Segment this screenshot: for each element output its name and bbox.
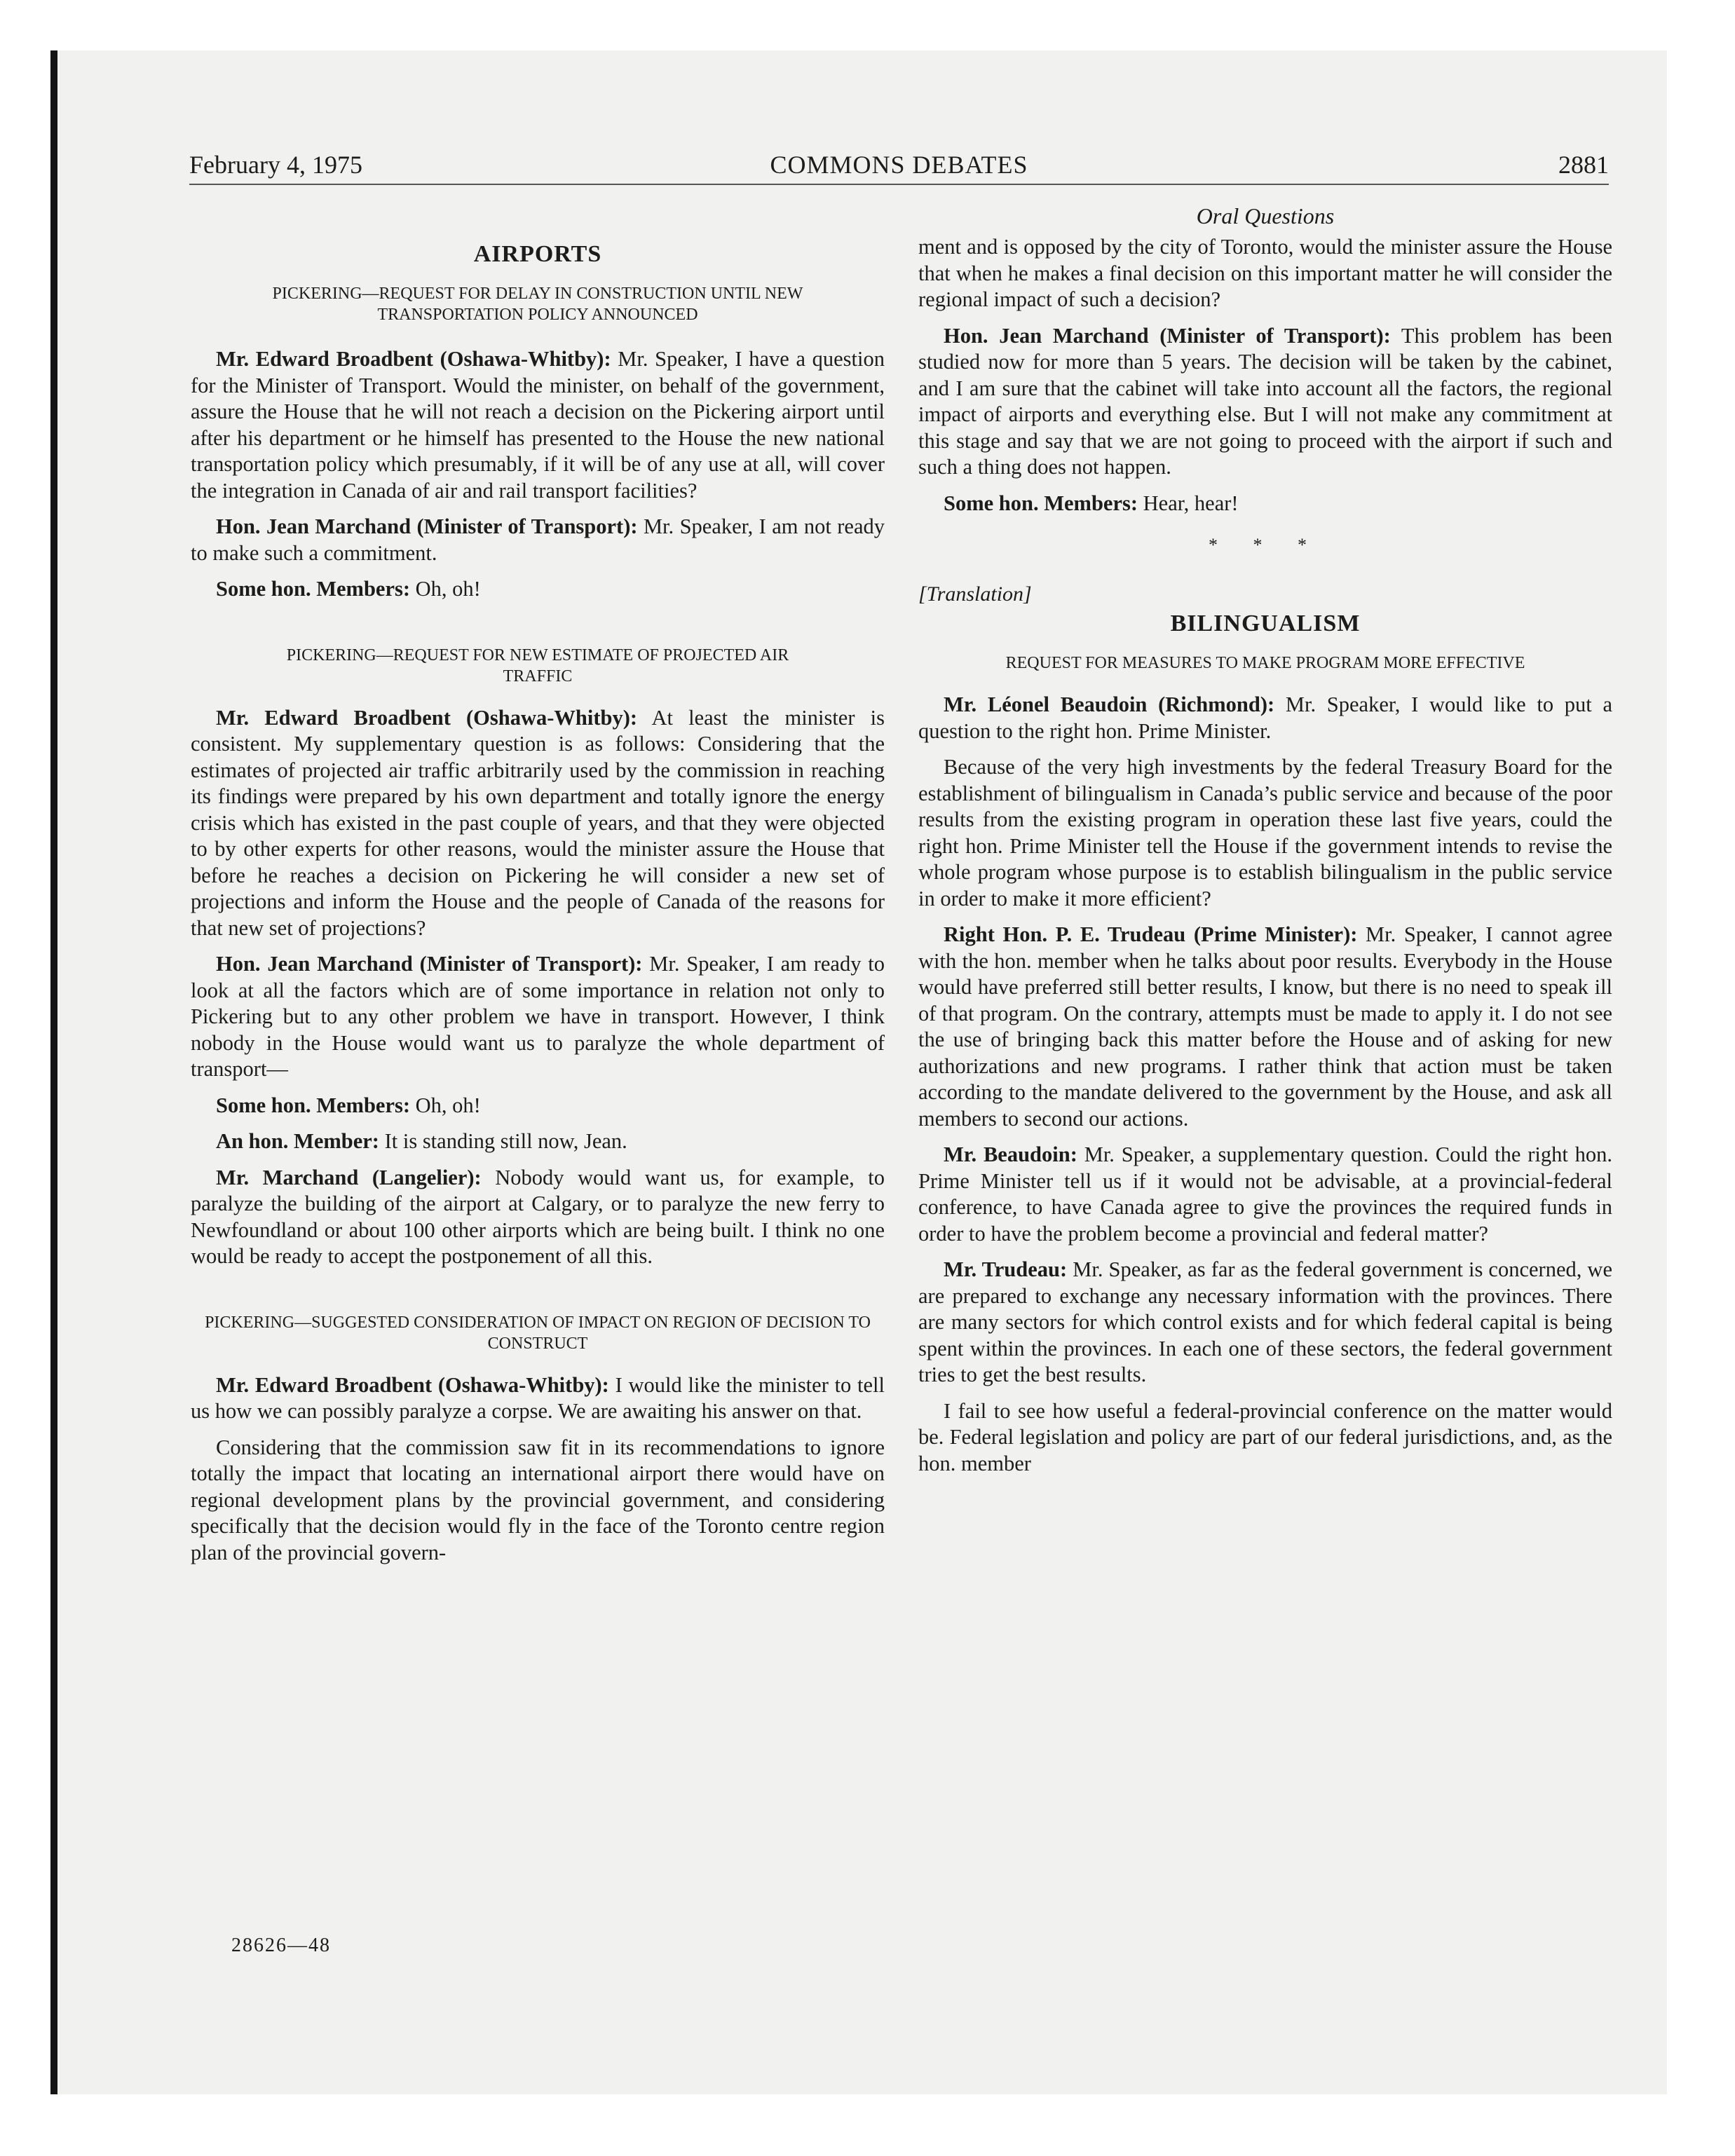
speech-paragraph bbox=[191, 514, 885, 566]
speaker-name: Mr. Edward Broadbent (Oshawa-Whitby): bbox=[216, 705, 638, 730]
speech-paragraph bbox=[918, 491, 1612, 517]
speech-paragraph bbox=[191, 576, 885, 603]
header-page-number: 2881 bbox=[1558, 151, 1609, 179]
speaker-name: Hon. Jean Marchand (Minister of Transport): bbox=[216, 514, 638, 538]
speech-paragraph bbox=[191, 1435, 885, 1567]
speech-paragraph bbox=[918, 1257, 1612, 1389]
header-title: COMMONS DEBATES bbox=[770, 151, 1028, 179]
subheading: PICKERING—SUGGESTED CONSIDERATION OF IMPACT ON REGION OF DECISION TO CONSTRUCT bbox=[205, 1313, 871, 1353]
speech-text: At least the minister is consistent. My supplementary question is as follows: Considering that the estimates of projected air traffic arbitrarily used by the commission in reaching its findings were prepared by his own department and totally ignore the energy crisis which has existed in the past couple of years, and that they were objected to by other experts for other reasons, would the minister assure the House that before he reaches a decision on Pickering he will consider a new set of projections and inform the House and the people of Canada of the reasons for that new set of projections? bbox=[191, 705, 885, 940]
speaker-name: Mr. Léonel Beaudoin (Richmond): bbox=[944, 692, 1275, 716]
speaker-name: Some hon. Members: bbox=[944, 491, 1138, 515]
running-head: Oral Questions bbox=[1196, 203, 1335, 228]
speech-paragraph bbox=[918, 692, 1612, 744]
speaker-name: Mr. Trudeau: bbox=[944, 1257, 1068, 1281]
section-divider-stars: * * * bbox=[1209, 535, 1322, 555]
speech-text: Mr. Speaker, I am ready to look at all the factors which are of some importance in relation not only to Pickering but to any other problem we have in transport. However, I think nobody in the House would want us to paralyze the whole department of transport— bbox=[191, 952, 885, 1081]
speech-text: Mr. Speaker, as far as the federal government is concerned, we are prepared to exchange any necessary information with the provinces. There are many sectors for which control exists and for which federal capital is being spent within the provinces. In each one of these sectors, the federal government tries to get the best results. bbox=[918, 1257, 1613, 1386]
speech-paragraph bbox=[191, 1128, 885, 1155]
speaker-name: Mr. Marchand (Langelier): bbox=[216, 1165, 482, 1189]
speaker-name: Hon. Jean Marchand (Minister of Transport): bbox=[216, 952, 643, 976]
speaker-name: An hon. Member: bbox=[216, 1129, 379, 1153]
speech-paragraph bbox=[191, 1093, 885, 1119]
speech-text: Because of the very high investments by the federal Treasury Board for the establishment of bilingualism in Canada’s public service and because of the poor results from the existing program in operation these last five years, could the right hon. Prime Minister tell the House if the government intends to revise the whole program whose purpose is to establish bilingualism in the public service in order to make it more efficient? bbox=[918, 755, 1612, 910]
speech-paragraph bbox=[918, 754, 1612, 912]
speech-paragraph bbox=[918, 323, 1612, 481]
footer-code: 28626—48 bbox=[231, 1935, 331, 1956]
speech-text: Hear, hear! bbox=[1143, 491, 1239, 515]
speech-text: Mr. Speaker, I would like to put a question to the right hon. Prime Minister. bbox=[918, 692, 1612, 743]
speech-text: I would like the minister to tell us how we can possibly paralyze a corpse. We are awaiting his answer on that. bbox=[191, 1372, 885, 1423]
speech-paragraph bbox=[918, 1398, 1612, 1478]
speech-text: ment and is opposed by the city of Toronto, would the minister assure the House that when he makes a final decision on this important matter he will consider the regional impact of such a decision? bbox=[918, 235, 1612, 311]
speaker-name: Mr. Beaudoin: bbox=[944, 1142, 1077, 1166]
speaker-name: Mr. Edward Broadbent (Oshawa-Whitby): bbox=[216, 347, 611, 371]
page-header bbox=[189, 149, 1609, 185]
right-column bbox=[918, 202, 1612, 1477]
translation-marker: [Translation] bbox=[918, 582, 1032, 606]
speaker-name: Hon. Jean Marchand (Minister of Transport): bbox=[944, 323, 1391, 348]
header-date: February 4, 1975 bbox=[189, 151, 362, 179]
section-title-bilingualism: BILINGUALISM bbox=[1170, 610, 1361, 636]
speech-paragraph bbox=[191, 1165, 885, 1270]
speech-text: Considering that the commission saw fit in its recommendations to ignore totally the impact that locating an international airport there would have on regional development plans by the provincial government, and considering specifically that the decision would fly in the face of the Toronto centre region plan of the provincial govern- bbox=[191, 1435, 885, 1564]
speech-text: Mr. Speaker, a supplementary question. Could the right hon. Prime Minister tell us if it would not be advisable, at a provincial-federal conference, to have Canada agree to give the provinces the required funds in order to have the problem become a provincial and federal matter? bbox=[918, 1142, 1612, 1246]
speech-paragraph bbox=[918, 922, 1612, 1132]
speech-paragraph bbox=[918, 1142, 1612, 1247]
speech-paragraph bbox=[191, 705, 885, 942]
speaker-name: Some hon. Members: bbox=[216, 577, 411, 601]
speech-paragraph bbox=[191, 1372, 885, 1425]
speech-text: I fail to see how useful a federal-provincial conference on the matter would be. Federal legislation and policy are part of our federal jurisdictions, and, as the hon. member bbox=[918, 1398, 1612, 1475]
speech-text: This problem has been studied now for more than 5 years. The decision will be taken by the cabinet, and I am sure that the cabinet will take into account all the factors, the regional impact of airports and everything else. But I will not make any commitment at this stage and say that we are not going to proceed with the airport if such and such a thing does not happen. bbox=[918, 323, 1612, 479]
speaker-name: Some hon. Members: bbox=[216, 1093, 411, 1117]
speech-text: It is standing still now, Jean. bbox=[384, 1129, 627, 1153]
speech-paragraph bbox=[191, 346, 885, 504]
subheading: REQUEST FOR MEASURES TO MAKE PROGRAM MORE EFFECTIVE bbox=[1005, 654, 1525, 672]
left-column bbox=[191, 202, 885, 1566]
section-title-airports: AIRPORTS bbox=[473, 241, 602, 267]
speech-text: Oh, oh! bbox=[415, 577, 481, 601]
subheading: PICKERING—REQUEST FOR DELAY IN CONSTRUCTION UNTIL NEW TRANSPORTATION POLICY ANNOUNCED bbox=[272, 285, 803, 324]
speaker-name: Mr. Edward Broadbent (Oshawa-Whitby): bbox=[216, 1372, 609, 1397]
speech-text: Nobody would want us, for example, to paralyze the building of the airport at Calgary, or to paralyze the new ferry to Newfoundland or about 100 other airports which are being built. I think no one would be ready to accept the postponement of all this. bbox=[191, 1165, 885, 1268]
speech-text: Mr. Speaker, I am not ready to make such a commitment. bbox=[191, 514, 885, 565]
speech-text: Mr. Speaker, I have a question for the Minister of Transport. Would the minister, on behalf of the government, assure the House that he will not reach a decision on the Pickering airport until after his department or he himself has presented to the House the new national transportation policy which presumably, if it will be of any use at all, will cover the integration in Canada of air and rail transport facilities? bbox=[191, 347, 885, 503]
speech-paragraph bbox=[191, 951, 885, 1083]
speaker-name: Right Hon. P. E. Trudeau (Prime Minister): bbox=[944, 922, 1358, 946]
subheading: PICKERING—REQUEST FOR NEW ESTIMATE OF PROJECTED AIR TRAFFIC bbox=[286, 646, 789, 685]
speech-text: Oh, oh! bbox=[415, 1093, 481, 1117]
speech-text: Mr. Speaker, I cannot agree with the hon. member when he talks about poor results. Everybody in the House would have preferred still better results, I know, but there is no need to speak ill of that program. On the contrary, attempts must be made to apply it. I do not see the use of bringing back this matter before the House and of asking for new authorizations and new programs. I rather think that action must be taken according to the mandate delivered to the government by the House, and ask all members to second our actions. bbox=[918, 922, 1612, 1131]
speech-paragraph bbox=[918, 234, 1612, 313]
